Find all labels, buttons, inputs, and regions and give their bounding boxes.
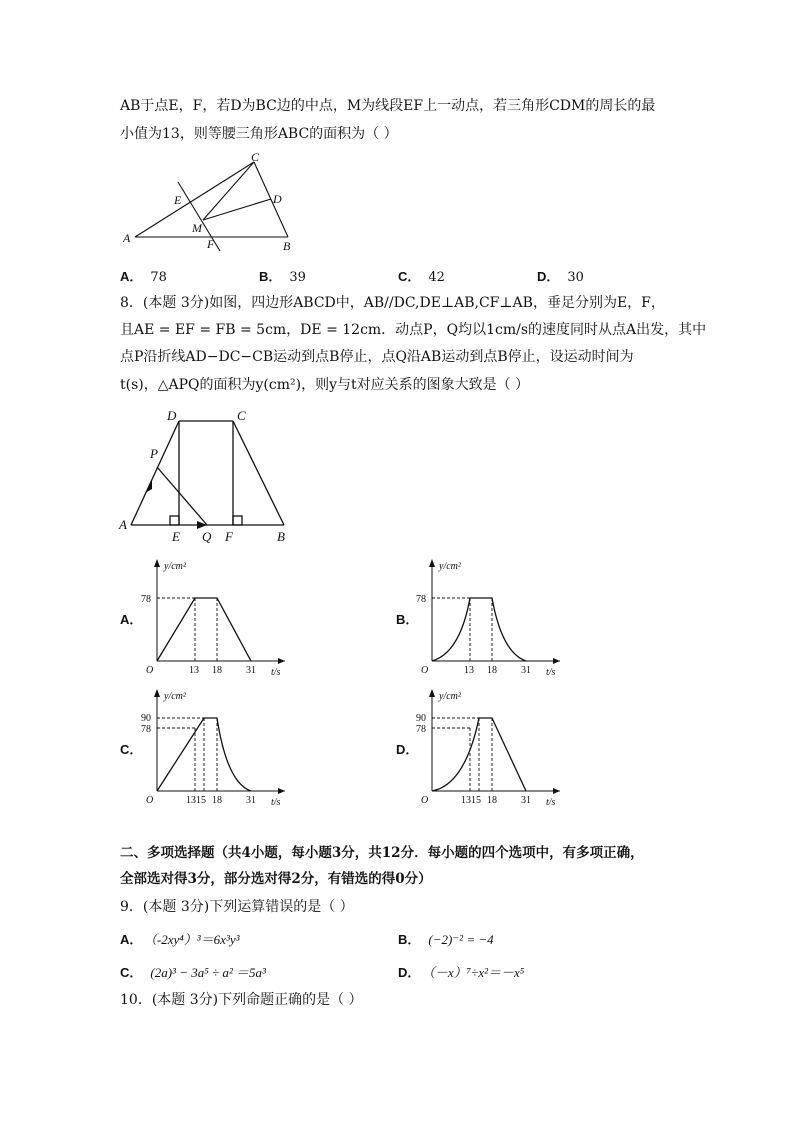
ylabel: y/cm² bbox=[439, 691, 461, 702]
q7-label-b: B bbox=[283, 239, 291, 252]
xtick-18: 18 bbox=[212, 795, 222, 806]
q7-option-d-label: D． bbox=[537, 269, 560, 284]
q7-text-line1: AB于点E，F，若D为BC边的中点，M为线段EF上一动点，若三角形CDM的周长的最 bbox=[120, 98, 656, 114]
q9-option-a-text: （-2xy⁴）³＝6x³y³ bbox=[150, 932, 240, 947]
q8-graph-a-label[interactable]: A． bbox=[120, 612, 143, 627]
y-axis-arrow bbox=[429, 689, 435, 697]
q9-option-a[interactable] bbox=[120, 929, 240, 948]
q8-arrow-aq bbox=[197, 521, 207, 529]
q7-label-d: D bbox=[273, 192, 282, 206]
q8-text-line4: t(s)，△APQ的面积为y(cm²)，则y与t对应关系的图象大致是（ ） bbox=[120, 377, 530, 393]
q7-text-line2: 小值为13，则等腰三角形ABC的面积为（ ） bbox=[120, 126, 398, 142]
section2-header-line2: 全部选对得3分，部分选对得2分，有错选的得0分） bbox=[120, 871, 432, 887]
q7-option-d-text: 30 bbox=[567, 270, 584, 285]
q9-option-b-text: (−2)⁻² = −4 bbox=[428, 932, 494, 947]
x-axis-arrow bbox=[278, 658, 285, 664]
q9-option-d-text: （－x）⁷÷x²＝－x⁵ bbox=[428, 965, 525, 980]
q8-label-q: Q bbox=[202, 529, 212, 544]
q8-text-line2: 且AE = EF = FB = 5cm，DE = 12cm．动点P，Q均以1cm/s的速度同时从点A出发，其中 bbox=[120, 322, 707, 338]
q7-segment-mc bbox=[203, 162, 254, 220]
q7-option-b-label: B． bbox=[259, 269, 282, 284]
xtick-31: 31 bbox=[246, 795, 256, 806]
xlabel: t/s bbox=[271, 667, 281, 678]
q8-text-line1: 8．(本题 3分)如图，四边形ABCD中，AB//DC,DE⊥AB,CF⊥AB，垂足分别为E，F， bbox=[120, 295, 665, 311]
q7-label-a: A bbox=[123, 231, 131, 245]
q9-option-c[interactable] bbox=[120, 962, 266, 981]
q7-option-a[interactable] bbox=[120, 266, 167, 285]
xtick-1315: 1315 bbox=[186, 795, 206, 806]
q7-label-e: E bbox=[174, 193, 182, 207]
q7-option-c-text: 42 bbox=[428, 270, 445, 285]
q9-option-b-label: B． bbox=[398, 932, 421, 947]
q9-option-c-text: (2a)³ − 3a⁵ ÷ a² ＝5a³ bbox=[150, 965, 266, 980]
q7-option-c-label: C． bbox=[398, 269, 421, 284]
q8-graph-d[interactable] bbox=[415, 685, 565, 810]
q7-option-a-label: A． bbox=[120, 269, 143, 284]
ytick-78: 78 bbox=[416, 724, 426, 735]
q8-graph-c[interactable] bbox=[140, 685, 290, 810]
xtick-31: 31 bbox=[521, 665, 531, 676]
xtick-31: 31 bbox=[521, 795, 531, 806]
q8-segment-cb bbox=[233, 421, 284, 525]
xtick-1315: 1315 bbox=[461, 795, 481, 806]
q7-triangle-figure bbox=[115, 148, 315, 252]
q10-title: 10．(本题 3分)下列命题正确的是（ ） bbox=[120, 992, 363, 1008]
q8-label-a: A bbox=[119, 517, 127, 532]
xtick-13: 13 bbox=[464, 665, 474, 676]
ytick-78: 78 bbox=[416, 594, 426, 605]
q8-text-line3: 点P沿折线AD−DC−CB运动到点B停止，点Q沿AB运动到点B停止，设运动时间为 bbox=[120, 349, 634, 365]
ytick-90: 90 bbox=[141, 713, 151, 724]
origin: O bbox=[421, 795, 429, 806]
x-axis-arrow bbox=[553, 788, 560, 794]
q8-segment-ad bbox=[131, 421, 179, 525]
q8-graph-a[interactable] bbox=[140, 555, 290, 680]
ytick-78: 78 bbox=[141, 594, 151, 605]
xtick-18: 18 bbox=[487, 665, 497, 676]
ylabel: y/cm² bbox=[164, 561, 186, 572]
q8-label-f: F bbox=[225, 529, 233, 544]
q7-label-c: C bbox=[251, 150, 260, 164]
q7-option-a-text: 78 bbox=[150, 270, 167, 285]
y-axis-arrow bbox=[429, 559, 435, 567]
q7-option-b-text: 39 bbox=[289, 270, 306, 285]
section2-header-line1: 二、多项选择题（共4小题，每小题3分，共12分．每小题的四个选项中，有多项正确， bbox=[120, 845, 644, 861]
q8-graph-b-label[interactable]: B． bbox=[396, 612, 419, 627]
y-axis-arrow bbox=[154, 559, 160, 567]
ylabel: y/cm² bbox=[439, 561, 461, 572]
q8-graph-b[interactable] bbox=[415, 555, 565, 680]
xtick-31: 31 bbox=[246, 665, 256, 676]
q9-option-a-label: A． bbox=[120, 932, 143, 947]
xtick-18: 18 bbox=[212, 665, 222, 676]
q9-option-b[interactable] bbox=[398, 929, 494, 948]
q8-label-c: C bbox=[237, 408, 246, 423]
q7-label-m: M bbox=[192, 221, 202, 235]
xlabel: t/s bbox=[271, 797, 281, 808]
ytick-78: 78 bbox=[141, 724, 151, 735]
xlabel: t/s bbox=[546, 797, 556, 808]
x-axis-arrow bbox=[278, 788, 285, 794]
origin: O bbox=[421, 665, 429, 676]
q7-option-b[interactable] bbox=[259, 266, 306, 285]
q8-label-d: D bbox=[167, 408, 177, 423]
y-axis-arrow bbox=[154, 689, 160, 697]
q8-graph-c-label[interactable]: C． bbox=[120, 742, 143, 757]
origin: O bbox=[146, 795, 154, 806]
q8-right-angle-f bbox=[233, 516, 242, 525]
q8-trapezoid-figure bbox=[115, 407, 300, 547]
x-axis-arrow bbox=[553, 658, 560, 664]
xtick-13: 13 bbox=[189, 665, 199, 676]
q7-label-f: F bbox=[207, 237, 215, 251]
q8-label-p: P bbox=[150, 446, 158, 461]
origin: O bbox=[146, 665, 154, 676]
curve-b bbox=[432, 598, 526, 661]
q9-option-c-label: C． bbox=[120, 965, 143, 980]
q8-graph-d-label[interactable]: D． bbox=[396, 742, 419, 757]
xlabel: t/s bbox=[546, 667, 556, 678]
q7-option-d[interactable] bbox=[537, 266, 584, 285]
q7-option-c[interactable] bbox=[398, 266, 445, 285]
ytick-90: 90 bbox=[416, 713, 426, 724]
q8-right-angle-e bbox=[170, 516, 179, 525]
xtick-18: 18 bbox=[487, 795, 497, 806]
ylabel: y/cm² bbox=[164, 691, 186, 702]
curve-a bbox=[157, 598, 251, 661]
q9-option-d-label: D． bbox=[398, 965, 421, 980]
q7-segment-md bbox=[203, 199, 271, 220]
q8-label-b: B bbox=[277, 529, 285, 544]
q8-label-e: E bbox=[172, 529, 180, 544]
q9-option-d[interactable] bbox=[398, 962, 524, 981]
q8-segment-pq bbox=[157, 467, 207, 525]
q9-title: 9．(本题 3分)下列运算错误的是（ ） bbox=[120, 899, 354, 915]
